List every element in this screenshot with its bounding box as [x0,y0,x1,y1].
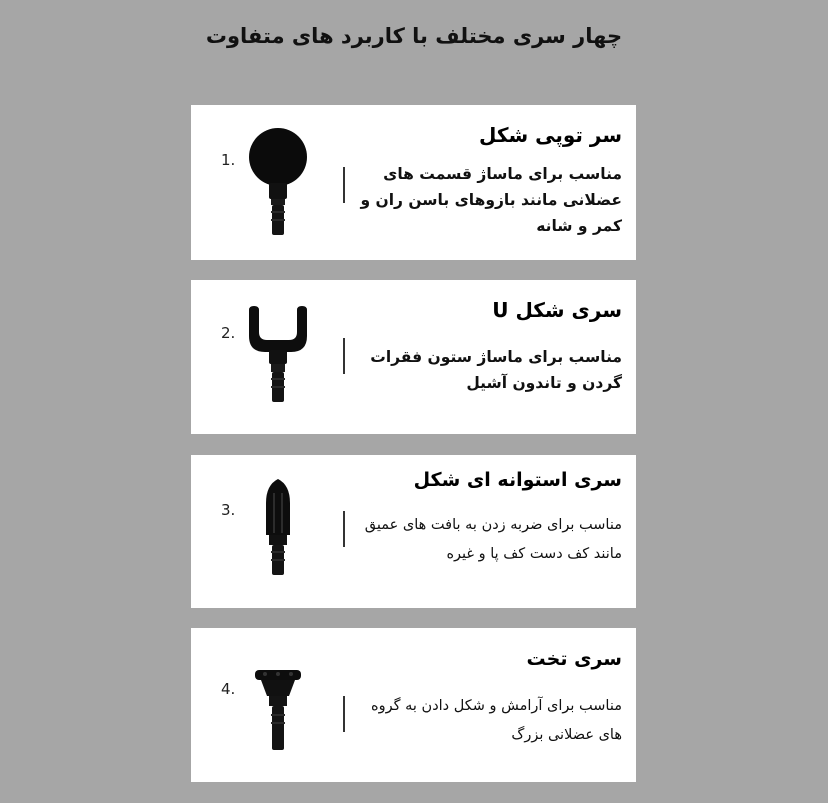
item-number: 1. [221,151,236,169]
massage-head-card-flat [191,628,636,782]
description-line: مناسب برای ماساژ قسمت های [383,165,622,183]
item-number: 3. [221,501,236,519]
ball-head-icon [247,127,309,243]
card-heading: سری شکل U [492,298,622,322]
page-title: چهار سری مختلف با کاربرد های متفاوت [205,24,623,48]
description-line: مناسب برای ماساژ ستون فقرات [370,348,622,366]
divider-line [343,167,345,203]
description-line: گردن و تاندون آشیل [466,374,622,392]
card-description [370,344,622,396]
massage-head-card-u [191,280,636,434]
card-heading: سری استوانه ای شکل [413,469,622,491]
description-line: مانند کف دست کف پا و غیره [446,546,622,562]
divider-line [343,338,345,374]
card-description [371,692,622,750]
card-heading: سر توپی شکل [479,123,622,147]
description-line: مناسب برای آرامش و شکل دادن به گروه [371,698,622,714]
bullet-head-icon [263,479,293,583]
divider-line [343,511,345,547]
flat-head-icon [253,670,303,758]
divider-line [343,696,345,732]
massage-head-card-ball [191,105,636,260]
description-line: مناسب برای ضربه زدن به بافت های عمیق [364,517,622,533]
description-line: عضلانی مانند بازوهای باسن ران و [360,191,622,209]
massage-head-card-bullet [191,455,636,608]
u-fork-head-icon [243,306,313,410]
card-heading: سری تخت [526,648,622,670]
description-line: کمر و شانه [536,217,622,235]
item-number: 2. [221,324,236,342]
item-number: 4. [221,680,236,698]
card-description [365,511,622,569]
card-description [360,161,622,239]
description-line: های عضلانی بزرگ [511,727,622,743]
